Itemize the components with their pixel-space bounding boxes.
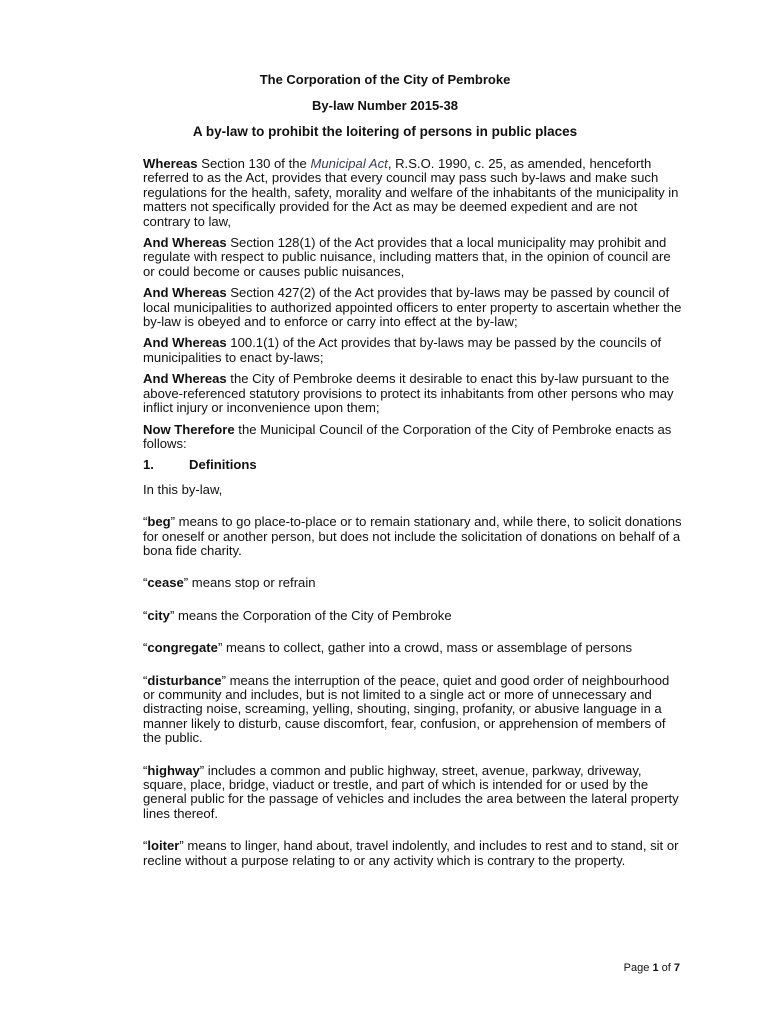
definition-cease: “cease” means stop or refrain xyxy=(143,575,316,591)
definition-term: disturbance xyxy=(147,672,222,688)
recital-lead: And Whereas xyxy=(143,235,227,251)
definition-term: city xyxy=(147,607,170,623)
section-title: Definitions xyxy=(189,457,257,473)
section-heading xyxy=(143,458,683,472)
definition-disturbance: “disturbance” means the interruption of the peace, quiet and good order of neighbourhood or community and includes, but is not limited to a single act or more of unnecessary and distracting noise, screaming, yelling, shouting, singing, profanity, or abusive language in a manner likely to disturb, cause discomfort, fear, confusion, or apprehension of members of the public. xyxy=(143,672,670,746)
document-body xyxy=(143,157,683,886)
section-intro: In this by-law, xyxy=(143,481,223,497)
definition-term: loiter xyxy=(147,838,180,854)
definition-term: beg xyxy=(147,514,171,530)
recital-2: And Whereas Section 128(1) of the Act provides that a local municipality may prohibit and regulate with respect to public nuisance, including matters that, in the opinion of council are or could become or causes public nuisances, xyxy=(143,235,671,279)
recital-3: And Whereas Section 427(2) of the Act provides that by-laws may be passed by council of local municipalities to authorized appointed officers to enter property to ascertain whether the by-law is obeyed and to enforce or carry into effect at the by-law; xyxy=(143,285,682,330)
definition-term: highway xyxy=(147,762,200,778)
definition-city: “city” means the Corporation of the City of Pembroke xyxy=(143,607,452,623)
definition-congregate: “congregate” means to collect, gather into a crowd, mass or assemblage of persons xyxy=(143,640,633,656)
section-number: 1. xyxy=(143,457,154,473)
definition-beg: “beg” means to go place-to-place or to remain stationary and, while there, to solicit donations for oneself or another person, but does not include the solicitation of donations on behalf of a bona fide charity. xyxy=(143,514,682,558)
bylaw-title-heading: A by-law to prohibit the loitering of persons in public places xyxy=(192,124,578,139)
recital-lead: Now Therefore xyxy=(143,421,235,437)
recital-lead: And Whereas xyxy=(143,371,227,387)
recital-1: Whereas Section 130 of the Municipal Act, R.S.O. 1990, c. 25, as amended, henceforth referred to as the Act, provides that every council may pass such by-laws and make such regulations for the health, safety, morality and welfare of the inhabitants of the municipality in matters not specifically provided for the Act as may be deemed expedient and are not contrary to law, xyxy=(143,156,679,229)
recital-4: And Whereas 100.1(1) of the Act provides that by-laws may be passed by the councils of municipalities to enact by-laws; xyxy=(143,335,662,365)
definition-loiter: “loiter” means to linger, hand about, travel indolently, and includes to rest and to stand, sit or recline without a purpose relating to or any activity which is contrary to the property. xyxy=(143,838,679,868)
recital-lead: Whereas xyxy=(143,156,198,171)
act-name: Municipal Act xyxy=(310,156,388,171)
recital-6: Now Therefore the Municipal Council of the Corporation of the City of Pembroke enacts as follows: xyxy=(143,421,672,451)
page-number: Page 1 of 7 xyxy=(623,962,680,974)
definition-highway: “highway” includes a common and public highway, street, avenue, parkway, driveway, square, place, bridge, viaduct or trestle, and part of which is intended for or used by the general public for the passage of vehicles and includes the area between the lateral property lines thereof. xyxy=(143,762,679,821)
definition-term: cease xyxy=(147,575,184,591)
recital-5: And Whereas the City of Pembroke deems it desirable to enact this by-law pursuant to the above-referenced statutory provisions to protect its inhabitants from other persons who may inflict injury or inconvenience upon them; xyxy=(143,371,674,416)
definition-term: congregate xyxy=(147,640,218,656)
bylaw-number-heading: By-law Number 2015-38 xyxy=(312,98,458,113)
recital-lead: And Whereas xyxy=(143,335,227,351)
corporation-heading: The Corporation of the City of Pembroke xyxy=(259,72,511,87)
recital-lead: And Whereas xyxy=(143,285,227,301)
